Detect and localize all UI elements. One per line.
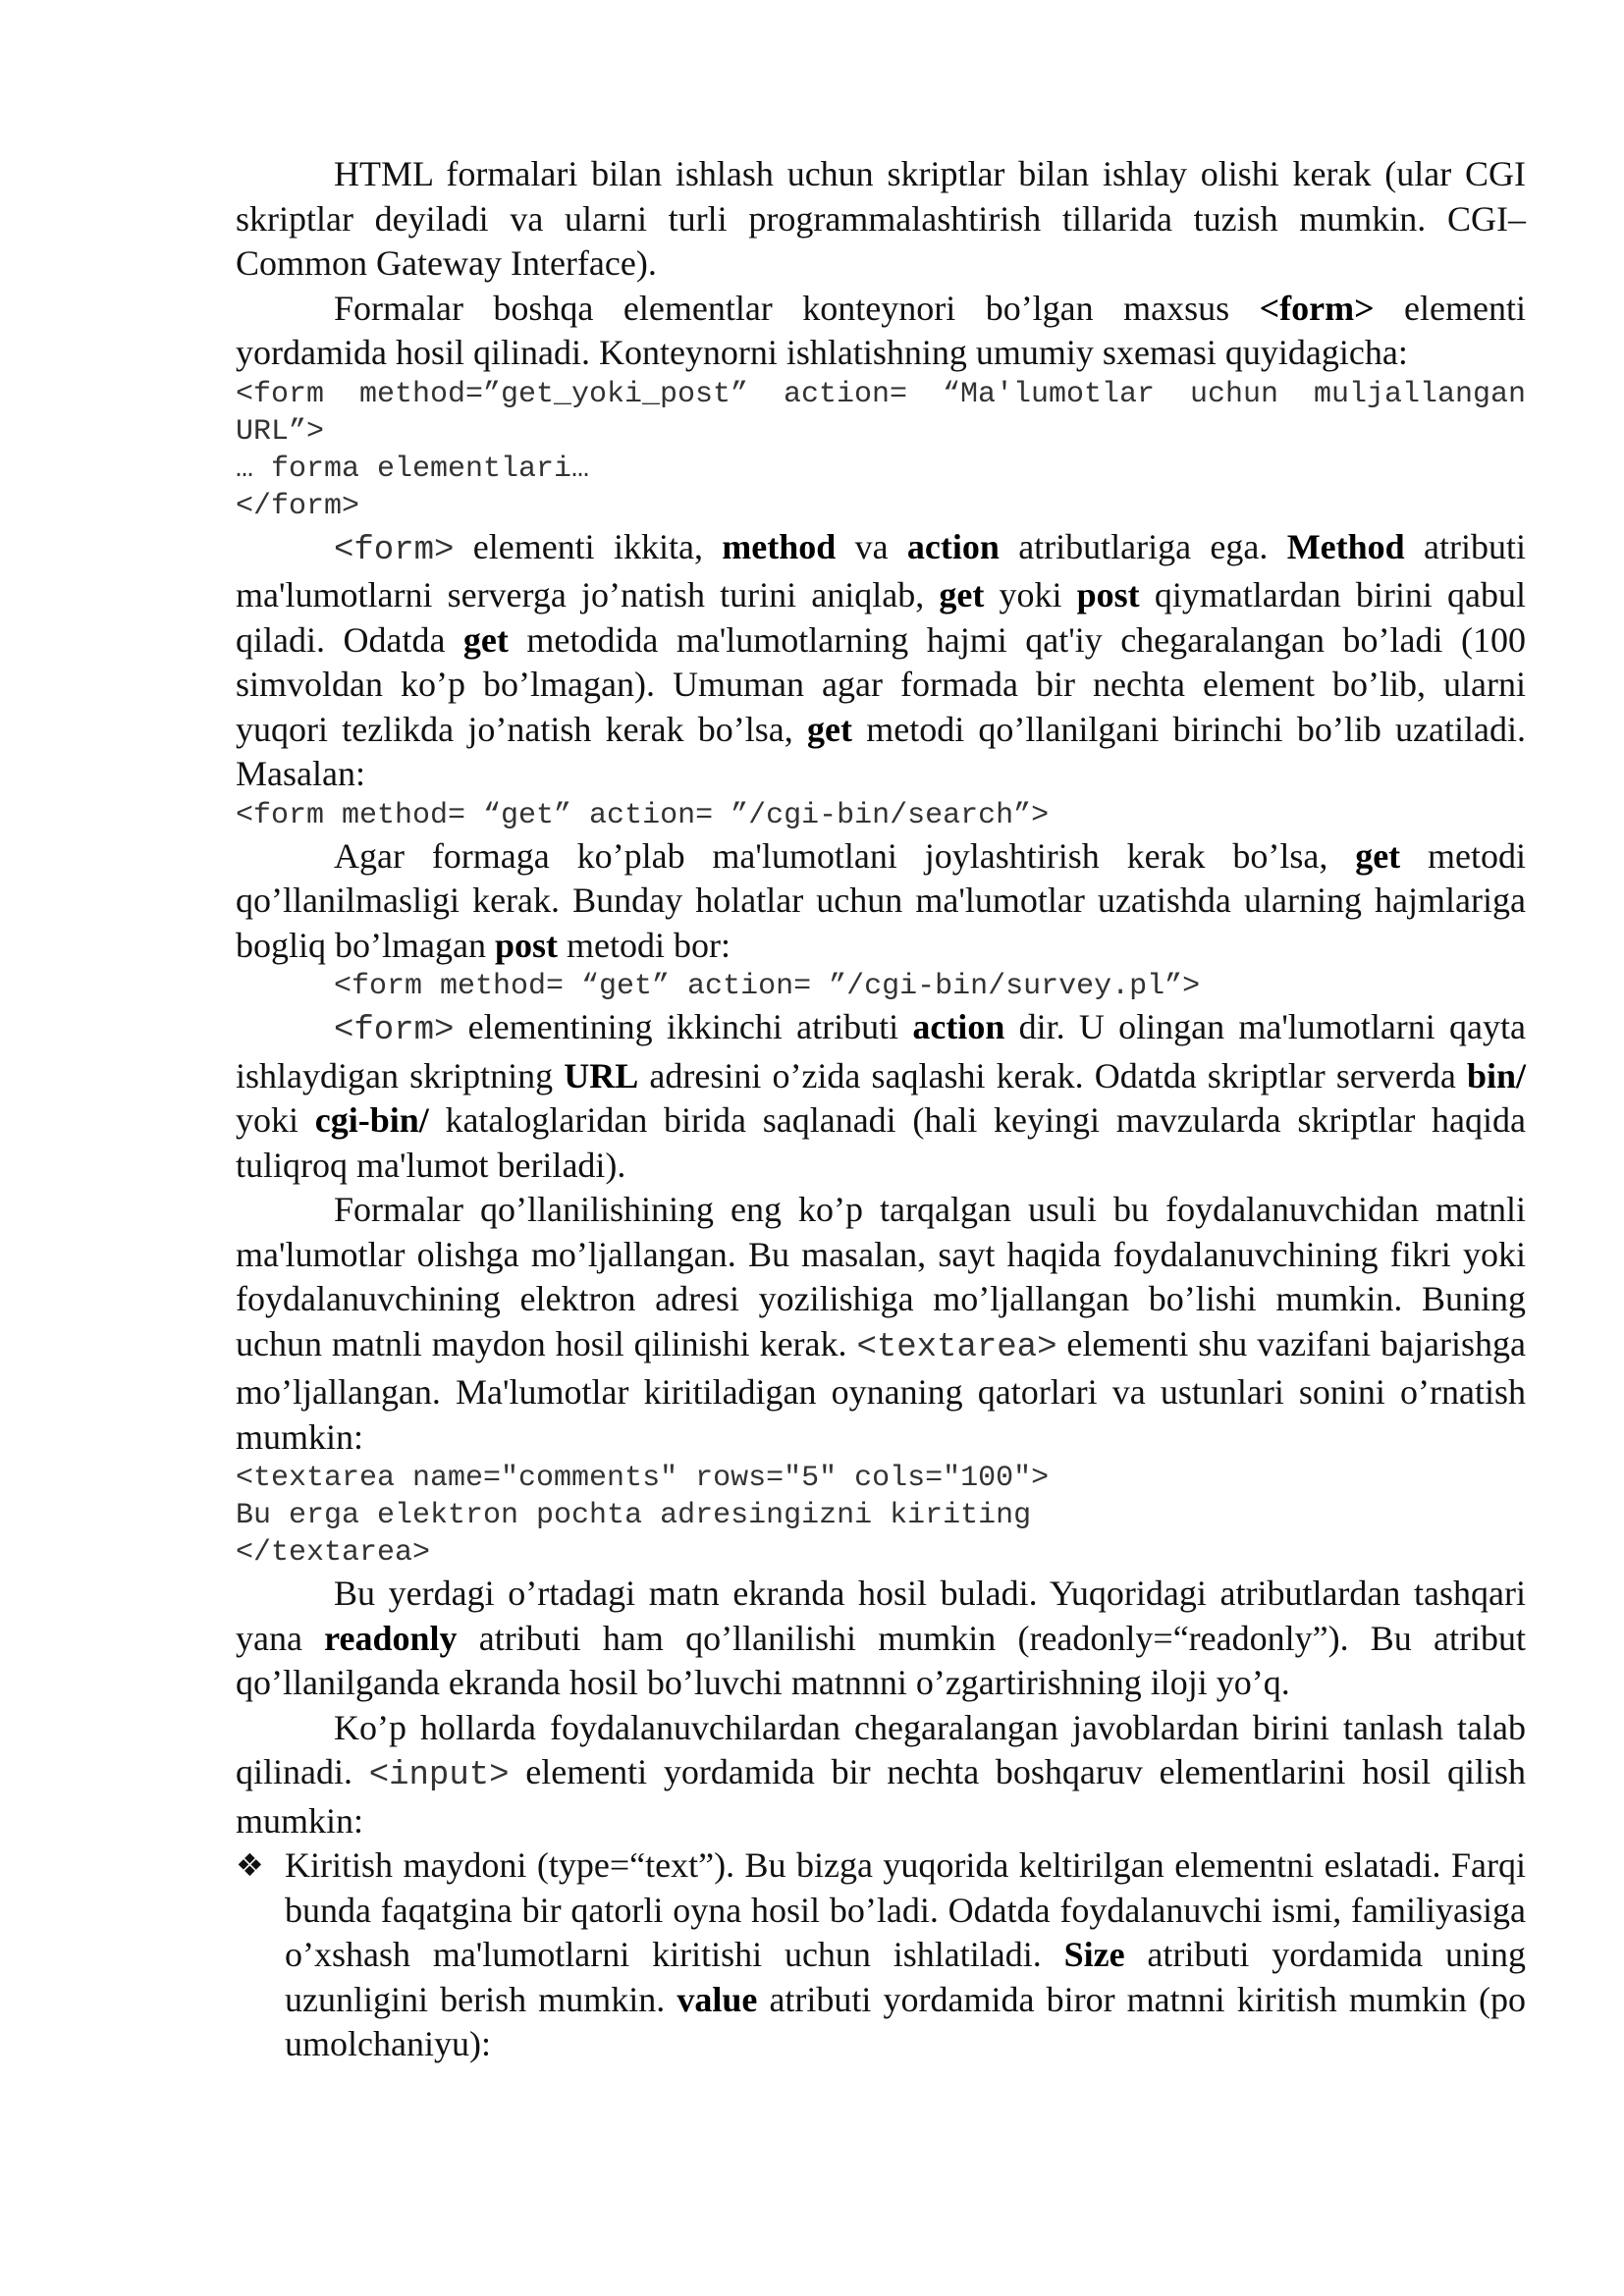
bold-post: post [494,925,558,965]
bold-action: action [912,1007,1005,1046]
bold-get: get [939,575,985,614]
text-run: metodi qo’llanilmasligi kerak. Bunday holatlar uchun ma'lumotlar uzatishda ularning hajmlariga bogliq bo’lmagan [236,835,1527,965]
text-run: metodi qo’llanilgani birinchi bo’lib uzatiladi. Masalan: [236,709,1526,793]
text-run: metodi bor: [557,925,731,965]
bullet-item-text-input [236,1843,1526,2067]
code-inline-textarea: <textarea> [856,1328,1057,1366]
text-run: Ko’p hollarda foydalanuvchilardan chegaralangan javoblardan birini tanlash talab qilinadi. [236,1707,1526,1791]
code-form-survey: <form method= “get” action= ”/cgi-bin/survey.pl”> [334,970,1201,1003]
code-inline-input: <input> [368,1757,510,1794]
text-run: Agar formaga ko’plab ma'lumotlani joylashtirish kerak bo’lsa, [334,835,1356,876]
text-run: metodida ma'lumotlarning hajmi qat'iy chegaralangan bo’ladi (100 simvoldan ko’p bo’lmagan). Umuman agar formada bir nechta element bo’lib, ularni yuqori tezlikda jo’natish kerak bo’lsa, [236,619,1526,749]
paragraph-form-element [236,287,1526,376]
text-run: atributi yordamida biror matnni kiritish mumkin (po umolchaniyu): [285,1979,1526,2063]
bold-bin: bin/ [1466,1055,1526,1095]
code-textarea-line1: <textarea name="comments" rows="5" cols="100"> [236,1462,1050,1495]
paragraph-method-action [236,525,1526,797]
paragraph-post-method [236,834,1526,969]
code-form-template-line3: </form> [236,489,360,523]
text-run: atributi ma'lumotlarni serverga jo’natish turini aniqlab, [236,526,1526,614]
bold-get: get [1355,835,1401,876]
code-inline-form: <form> [334,1012,455,1049]
text-run: yoki [236,1100,315,1140]
text-run: va [836,526,907,566]
paragraph-cgi-intro [236,152,1526,287]
text-run: adresini o’zida saqlashi kerak. Odatda skriptlar serverda [638,1055,1467,1095]
text-run: Formalar qo’llanilishining eng ko’p tarqalgan usuli bu foydalanuvchidan matnli ma'lumotlar olishga mo’ljallangan. Bu masalan, sayt haqida foydalanuvchining fikri yoki foydalanuvchining elektron adresi yozilishiga mo’ljallangan bo’lishi mumkin. Buning uchun matnli maydon hosil qilinishi kerak. [236,1190,1526,1363]
text-run: atributi yordamida uning uzunligini berish mumkin. [285,1935,1526,2019]
document-page [236,152,1526,2067]
paragraph-readonly [236,1572,1526,1706]
bold-action: action [906,526,1000,566]
text-run: elementi yordamida bir nechta boshqaruv elementlarini hosil qilish mumkin: [236,1752,1526,1841]
code-textarea-line3: </textarea> [236,1536,431,1570]
bold-get: get [807,709,852,749]
text-run: elementi yordamida hosil qilinadi. Konteynorni ishlatishning umumiy sxemasi quyidagicha: [236,288,1527,372]
bold-url: URL [564,1055,639,1095]
bold-readonly: readonly [324,1618,458,1658]
code-form-template-line2: … forma elementlari… [236,452,590,486]
code-textarea-line2: Bu erga elektron pochta adresingizni kiriting [236,1499,1032,1532]
text-run: elementi shu vazifani bajarishga mo’ljallangan. Ma'lumotlar kiritiladigan oynaning qatorlari va ustunlari sonini o’rnatish mumkin: [236,1323,1526,1457]
text-run: dir. U olingan ma'lumotlarni qayta ishlaydigan skriptning [236,1007,1526,1095]
text-run: qiymatlardan birini qabul qiladi. Odatda [236,575,1527,660]
paragraph-action-attribute [236,1005,1526,1188]
bold-post: post [1076,575,1140,614]
text-run: elementi ikkita, [454,526,723,566]
text-run: atributi ham qo’llanilishi mumkin (readonly=“readonly”). Bu atribut qo’llanilganda ekranda hosil bo’luvchi matnnni o’zgartirishning iloji yo’q. [236,1618,1526,1702]
text-run: Bu yerdagi o’rtadagi matn ekranda hosil buladi. Yuqoridagi atributlardan tashqari yana [236,1574,1526,1658]
bold-method-capital: Method [1286,526,1405,566]
paragraph-input-element [236,1706,1526,1844]
text-run: kataloglaridan birida saqlanadi (hali keyingi mavzularda skriptlar haqida tuliqroq ma'lumot beriladi). [236,1100,1526,1185]
bold-size: Size [1063,1935,1125,1974]
paragraph-textarea [236,1188,1526,1460]
text-run: atributlariga ega. [999,526,1287,566]
bold-method: method [722,526,837,566]
bold-value: value [677,1979,758,2019]
code-form-search: <form method= “get” action= ”/cgi-bin/search”> [236,798,1050,832]
text-run: Kiritish maydoni (type=“text”). Bu bizga yuqorida keltirilgan elementni eslatadi. Farqi bunda faqatgina bir qatorli oyna hosil bo’ladi. Odatda foydalanuvchi ismi, familiyasiga o’xshash ma'lumotlarni kiritishi uchun ishlatiladi. [285,1845,1526,1974]
text-run: elementining ikkinchi atributi [454,1007,913,1046]
text-run: yoki [984,575,1077,614]
bold-get: get [462,619,509,660]
code-inline-form: <form> [334,531,455,569]
diamond-bullet-icon: ❖ [236,1846,264,1884]
text-run: HTML formalari bilan ishlash uchun skriptlar bilan ishlay olishi kerak (ular CGI skriptlar deyiladi va ularni turli programmalashtirish tillarida tuzish mumkin. CGI–Common Gateway Interface). [236,154,1526,283]
code-form-template-line1: <form method=”get_yoki_post” action= “Ma'lumotlar uchun muljallangan URL”> [236,377,1526,449]
bold-form-tag: <form> [1259,288,1375,328]
text-run: Formalar boshqa elementlar konteynori bo’lgan maxsus [334,288,1260,328]
bold-cgi-bin: cgi-bin/ [314,1100,429,1140]
